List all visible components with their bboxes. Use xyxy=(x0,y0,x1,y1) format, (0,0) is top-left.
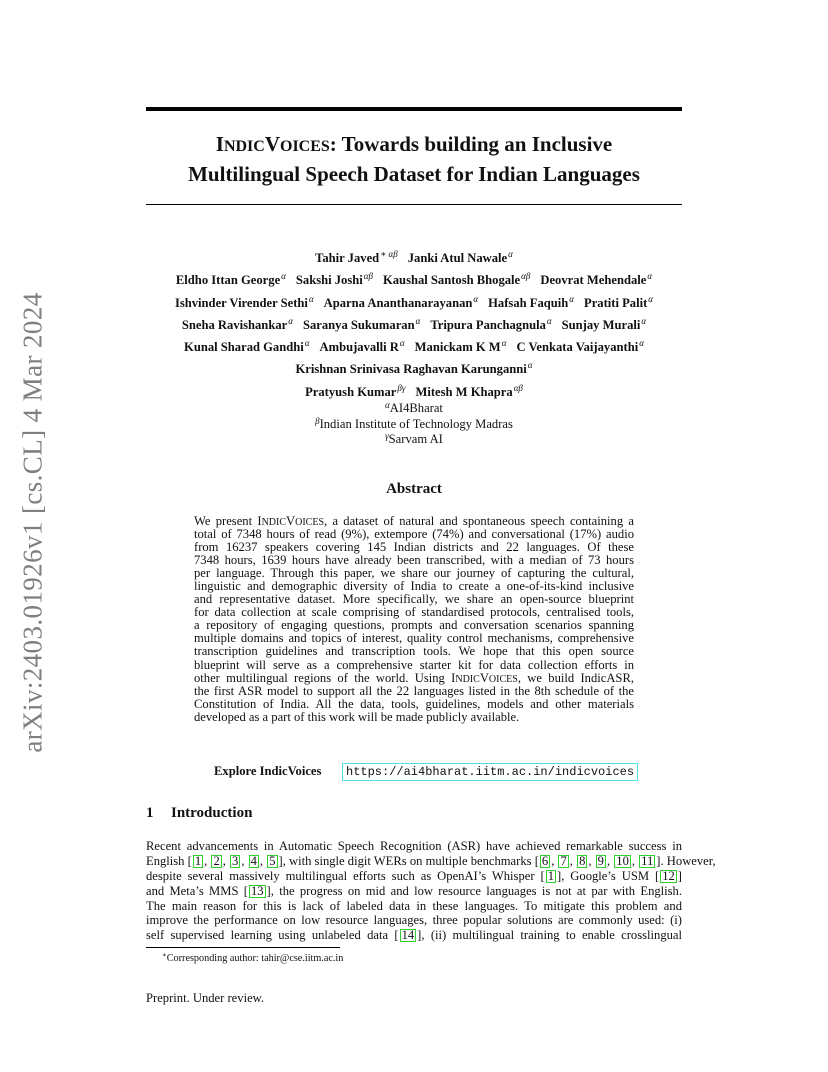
author-name: Kaushal Santosh Bhogale xyxy=(382,273,521,288)
author-name: Pratiti Palit xyxy=(584,295,648,310)
intro-line: and Meta’s MMS [ 13 ], the progress on mid and low resource languages is not at par with English. xyxy=(146,883,683,898)
citation-link[interactable]: 10 xyxy=(616,853,629,868)
author-name: Tripura Panchagnula xyxy=(430,317,546,332)
author xyxy=(181,315,293,332)
intro-text: , (ii) multilingual training to enable crosslingual xyxy=(421,928,682,943)
citation-link[interactable]: 12 xyxy=(662,868,675,883)
section-number: 1 xyxy=(146,805,154,821)
author-affiliation-marker: α xyxy=(647,271,653,282)
abstract-sc-3: V xyxy=(286,514,296,528)
author-name: Aparna Ananthanarayanan xyxy=(323,295,473,310)
intro-text: , the progress on mid and low resource languages is not at par with English. xyxy=(270,883,683,898)
author-line xyxy=(60,377,768,399)
author xyxy=(184,340,309,354)
author-name: Saranya Sukumaran xyxy=(302,317,415,332)
author-line xyxy=(60,354,768,376)
intro-text: , Google’s USM xyxy=(561,868,655,883)
affiliation-name: Sarvam AI xyxy=(388,432,443,446)
affiliation xyxy=(200,398,628,414)
author-affiliation-marker: α xyxy=(546,315,552,326)
paper-title-line-2: Multilingual Speech Dataset for Indian Languages xyxy=(188,161,640,186)
footnote-text: Corresponding author: tahir@cse.iitm.ac.in xyxy=(166,953,344,964)
author-line xyxy=(60,288,768,310)
author-affiliation-marker: ∗ αβ xyxy=(380,249,398,259)
author xyxy=(415,340,507,354)
author-name: Hafsah Faquih xyxy=(488,295,569,310)
author xyxy=(408,251,513,265)
abstract-line: total of 7348 hours of read (9%), extempore (74%) and conversational (17%) audio xyxy=(194,527,634,542)
title-sc-2: NDIC xyxy=(223,138,265,155)
author xyxy=(319,340,404,354)
author xyxy=(383,273,530,287)
author-affiliation-marker: α xyxy=(473,293,479,304)
author-affiliation-marker: α xyxy=(527,360,533,371)
author-name: Mitesh M Khapra xyxy=(415,384,513,399)
author-affiliation-marker: α xyxy=(648,293,654,304)
author xyxy=(295,362,532,376)
abstract-line xyxy=(194,672,634,685)
author xyxy=(302,315,421,332)
abstract-l13-post: , we build IndicASR, xyxy=(517,670,634,685)
author xyxy=(174,293,314,310)
author-affiliation-marker: α xyxy=(508,249,513,259)
title-sc-1: I xyxy=(215,132,224,156)
author-affiliation-marker: βγ xyxy=(397,382,406,393)
citation-link[interactable]: 11 xyxy=(641,853,654,868)
intro-text: . However, xyxy=(660,853,716,868)
author-name: C Venkata Vaijayanthi xyxy=(516,340,639,355)
author xyxy=(488,293,574,310)
abstract-sc-7: V xyxy=(479,670,489,685)
author-name: Eldho Ittan George xyxy=(175,273,281,288)
abstract-line: developed as a part of this work will be made publicly available. xyxy=(194,709,520,724)
citation-link[interactable]: 4 xyxy=(250,853,257,868)
author-name: Ambujavalli R xyxy=(319,340,399,355)
author-name: Ishvinder Virender Sethi xyxy=(174,295,308,310)
affiliation-marker: β xyxy=(315,415,320,426)
author-line xyxy=(60,265,768,287)
author-affiliation-marker: α xyxy=(639,338,644,349)
affiliation xyxy=(200,414,628,430)
author-name: Deovrat Mehendale xyxy=(540,273,647,288)
author-affiliation-marker: α xyxy=(501,338,507,349)
author-name: Tahir Javed xyxy=(315,251,380,265)
intro-text: , with single digit WERs on multiple benchmarks xyxy=(282,853,535,868)
citation-link[interactable]: 13 xyxy=(250,883,264,898)
abstract-line: from 16237 speakers covering 145 Indian districts and 22 languages. Of these xyxy=(194,540,634,555)
author xyxy=(323,293,479,310)
paper-title xyxy=(100,131,728,188)
footnote xyxy=(162,951,343,964)
intro-text: English xyxy=(146,853,188,868)
abstract-body xyxy=(194,515,634,724)
intro-text: self supervised learning using unlabeled data xyxy=(146,928,395,943)
abstract-sc-2: NDIC xyxy=(261,517,287,528)
title-sc-4: OICES xyxy=(280,138,330,155)
citation-link[interactable]: 3 xyxy=(232,853,239,868)
author xyxy=(584,293,654,310)
abstract-sc-4: OICES xyxy=(295,517,325,528)
title-line-1-rest: : Towards building an Inclusive xyxy=(329,132,613,156)
abstract-line: per language. Through this paper, we share our journey of capturing the cultural, xyxy=(194,566,634,581)
author-name: Sunjay Murali xyxy=(561,317,641,332)
intro-line: Recent advancements in Automatic Speech Recognition (ASR) have achieved remarkable success in xyxy=(146,839,682,853)
abstract-line: and representative dataset. More specifically, we share an open-source blueprint xyxy=(194,592,634,607)
abstract-line: transcription guidelines and transcription tools. We hope that this open source xyxy=(194,644,634,659)
author-line xyxy=(60,332,768,354)
explore-label: Explore IndicVoices xyxy=(214,764,322,778)
preprint-note: Preprint. Under review. xyxy=(146,991,265,1005)
author-affiliation-marker: α xyxy=(399,338,405,349)
abstract-line: blueprint will serve as a comprehensive starter kit for data collection efforts in xyxy=(194,657,634,672)
author-affiliation-marker: α xyxy=(308,293,314,304)
citation-link[interactable]: 5 xyxy=(269,853,276,868)
author xyxy=(430,315,552,332)
section-title: Introduction xyxy=(171,805,253,821)
author-line xyxy=(60,243,768,265)
author-affiliation-marker: α xyxy=(288,315,293,326)
abstract-heading: Abstract xyxy=(386,481,442,497)
author-name: Manickam K M xyxy=(414,340,501,355)
abstract-line: a repository of engaging questions, prompts and conversation scenarios spanning xyxy=(194,618,634,633)
author xyxy=(561,315,647,332)
abstract-sc-8: OICES xyxy=(488,673,518,685)
author-name: Janki Atul Nawale xyxy=(407,251,508,265)
citation-link[interactable]: 9 xyxy=(597,853,604,868)
author-affiliation-marker: α xyxy=(304,338,310,349)
author xyxy=(415,382,523,399)
affiliation xyxy=(200,429,628,445)
abstract-l13-pre: other multilingual regions of the world. Using xyxy=(194,670,452,685)
intro-line: improve the performance on low resource languages, three popular solutions are commonly used: (i) xyxy=(146,913,682,928)
intro-body xyxy=(146,839,716,943)
citation-link[interactable]: 1 xyxy=(194,853,202,868)
author-affiliation-marker: α xyxy=(569,293,574,304)
author xyxy=(315,251,398,265)
affiliation-marker: γ xyxy=(385,431,389,441)
author xyxy=(540,273,652,287)
author-name: Pratyush Kumar xyxy=(305,384,397,399)
intro-line: self supervised learning using unlabeled data [ 14 ], (ii) multilingual training to enable crosslingual xyxy=(146,928,682,943)
title-bottom-rule xyxy=(146,204,682,205)
citation-link[interactable]: 1 xyxy=(547,868,554,883)
intro-text: despite several massively multilingual efforts such as OpenAI’s Whisper xyxy=(146,868,541,883)
title-top-rule xyxy=(146,107,682,111)
abstract-sc-5: I xyxy=(451,670,456,685)
footnote-marker: ∗ xyxy=(162,951,167,959)
author-affiliation-marker: α xyxy=(281,271,286,282)
abstract-l1-post: , a dataset of natural and spontaneous speech containing a xyxy=(324,514,634,528)
abstract-sc-1: I xyxy=(257,514,262,528)
arxiv-stamp xyxy=(17,291,48,753)
author xyxy=(296,273,373,287)
affiliation-list xyxy=(200,398,628,445)
abstract-line: linguistic and demographic diversity of India to create a one-of-its-kind inclusive xyxy=(194,579,634,594)
abstract-sc-6: NDIC xyxy=(455,673,480,685)
abstract-line: multiple domains and topics of interest, quality control mechanisms, comprehensive xyxy=(194,631,634,646)
author-affiliation-marker: αβ xyxy=(521,271,531,282)
citation-link[interactable]: 6 xyxy=(541,853,549,868)
author xyxy=(305,382,406,399)
affiliation-name: Indian Institute of Technology Madras xyxy=(319,416,513,431)
abstract-line: the first ASR model to support all the 22 languages listed in the 8th schedule of the xyxy=(194,683,634,698)
author-affiliation-marker: αβ xyxy=(363,271,373,282)
abstract-line: 7348 hours, 1639 hours have already been transcribed, with a median of 73 hours xyxy=(194,553,634,568)
intro-text: and Meta’s MMS xyxy=(146,883,244,898)
affiliation-name: AI4Bharat xyxy=(389,401,443,415)
intro-line xyxy=(146,853,716,869)
citation-link[interactable]: 8 xyxy=(579,853,586,868)
author-list xyxy=(60,243,768,399)
intro-line: despite several massively multilingual efforts such as OpenAI’s Whisper [ 1 ], Google’s USM [ 12 ] xyxy=(146,868,682,883)
abstract-line: Constitution of India. All the data, tools, guidelines, models and other materials xyxy=(194,696,634,711)
arxiv-stamp-text: arXiv:2403.01926v1 [cs.CL] 4 Mar 2024 xyxy=(17,291,48,753)
project-url-link[interactable]: https://ai4bharat.iitm.ac.in/indicvoices xyxy=(342,763,638,781)
abstract-line: for data collection at scale comprising of standardised protocols, centralised tools, xyxy=(194,605,634,620)
author-name: Kunal Sharad Gandhi xyxy=(184,340,304,355)
title-sc-3: V xyxy=(264,132,280,156)
author-affiliation-marker: αβ xyxy=(513,382,523,393)
affiliation-marker: α xyxy=(385,400,390,410)
author xyxy=(176,273,286,287)
intro-line: The main reason for this is lack of labeled data in these languages. To mitigate this problem and xyxy=(146,898,682,913)
author-name: Sneha Ravishankar xyxy=(181,317,288,332)
citation-link[interactable]: 2 xyxy=(213,853,220,868)
author-affiliation-marker: α xyxy=(415,315,421,326)
citation-link[interactable]: 7 xyxy=(560,853,567,868)
footnote-rule xyxy=(146,947,340,948)
section-heading xyxy=(146,805,252,822)
citation-link[interactable]: 14 xyxy=(401,928,415,943)
author xyxy=(516,340,644,354)
citation-group: [ 6 , 7 , 8 , 9 , 10 , 11 ] xyxy=(534,853,661,868)
abstract-l1-pre: We present xyxy=(194,514,258,528)
author-affiliation-marker: α xyxy=(641,315,647,326)
paper-title-line-1 xyxy=(100,131,728,161)
author-name: Krishnan Srinivasa Raghavan Karunganni xyxy=(295,362,527,377)
citation-group: [ 1 , 2 , 3 , 4 , 5 ] xyxy=(187,853,283,868)
author-line xyxy=(60,310,768,332)
author-name: Sakshi Joshi xyxy=(295,273,363,288)
